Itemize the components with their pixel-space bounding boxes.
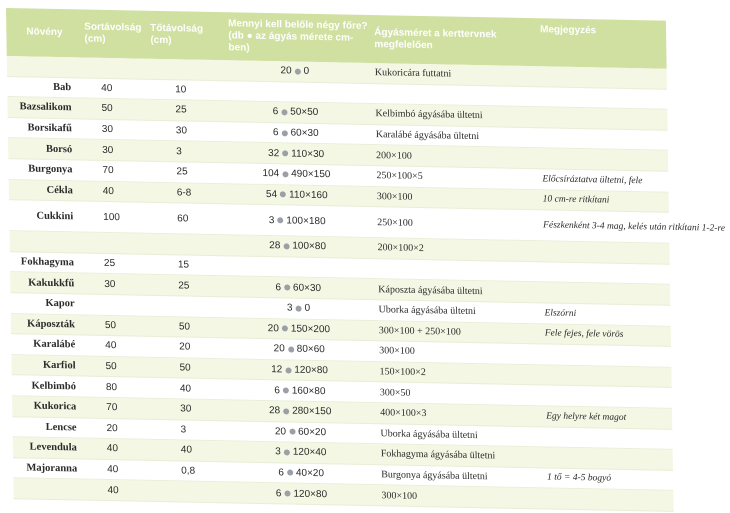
plant-spacing: 10 <box>175 84 187 96</box>
quantity-cell <box>226 122 366 144</box>
plant-spacing: 50 <box>178 321 191 333</box>
row-spacing: 40 <box>107 484 119 496</box>
plant-name <box>10 231 80 252</box>
quantity-bed-size: 0 <box>303 66 310 78</box>
bed-size: Kelbimbó ágyásába ültetni <box>375 108 483 122</box>
quantity-bed-size: 100×180 <box>286 215 326 227</box>
note: Fele fejes, fele vörös <box>544 328 624 341</box>
bed-size: Uborka ágyásába ültetni <box>380 428 478 441</box>
quantity-bed-size: 280×150 <box>292 405 332 418</box>
quantity-cell <box>229 338 369 360</box>
plant-name: Levendula <box>29 441 77 454</box>
plant-spacing: 30 <box>175 125 188 137</box>
quantity-cell <box>226 143 366 165</box>
bed-size: 200×100 <box>376 149 412 162</box>
header-quantity: Mennyi kell belőle négy főre? (db ● az ágyás mérete cm-ben) <box>228 18 368 54</box>
bullet-dot-icon <box>296 305 302 311</box>
plant-spacing <box>145 59 225 80</box>
quantity-cell <box>230 380 370 402</box>
quantity-bed-size: 110×30 <box>291 148 325 160</box>
quantity-cell <box>228 256 368 278</box>
quantity-bed-size: 100×80 <box>292 240 327 253</box>
bullet-dot-icon <box>282 151 288 157</box>
plant-name: Borsó <box>45 143 73 155</box>
quantity-bed-size: 60×30 <box>292 282 322 294</box>
quantity-cell <box>227 184 367 206</box>
plant-spacing: 50 <box>179 362 191 374</box>
header-plant-spacing: Tőtávolság (cm) <box>150 22 204 47</box>
row-spacing: 40 <box>107 464 119 476</box>
quantity-bed-size: 60×20 <box>297 426 327 439</box>
bullet-dot-icon <box>284 491 290 497</box>
quantity-cell <box>229 359 369 381</box>
plant-name: Káposzták <box>27 318 76 331</box>
plant-spacing: 40 <box>180 444 193 457</box>
bed-size: Káposzta ágyásába ültetni <box>378 283 483 297</box>
header-plant: Növény <box>26 26 63 39</box>
bullet-dot-icon <box>285 367 291 373</box>
plant-spacing: 15 <box>177 259 190 271</box>
bed-size: Burgonya ágyásába ültetni <box>381 469 488 483</box>
quantity-count: 6 <box>275 281 282 293</box>
bullet-dot-icon <box>283 408 289 414</box>
quantity-bed-size: 80×60 <box>296 344 325 356</box>
plant-name: Borsikafű <box>27 122 72 135</box>
quantity-cell <box>227 204 367 237</box>
bed-size: Karalábé ágyásába ültetni <box>375 129 480 143</box>
row-spacing <box>83 233 147 254</box>
plant-spacing: 40 <box>179 383 192 395</box>
quantity-cell <box>225 60 365 82</box>
plant-name: Lencse <box>45 421 77 434</box>
plant-name: Cékla <box>46 184 73 197</box>
note <box>535 107 675 129</box>
plant-name <box>7 56 77 77</box>
quantity-cell <box>225 81 365 103</box>
quantity-count: 6 <box>275 487 282 499</box>
note <box>541 489 681 511</box>
bed-size: 300×100 <box>379 345 415 358</box>
bullet-dot-icon <box>283 387 289 393</box>
bullet-dot-icon <box>277 217 283 223</box>
bed-size: Fokhagyma ágyásába ültetni <box>380 448 496 462</box>
bullet-dot-icon <box>280 192 286 198</box>
quantity-cell <box>229 318 369 340</box>
bed-size: 300×50 <box>379 386 411 399</box>
plant-spacing: 6-8 <box>176 187 192 199</box>
row-spacing: 20 <box>106 422 118 435</box>
plant-name: Bazsalikom <box>19 101 72 114</box>
bed-size: 150×100×2 <box>379 366 426 379</box>
row-spacing: 50 <box>104 319 117 332</box>
plant-spacing: 25 <box>175 104 187 116</box>
plant-spacing: 60 <box>177 212 189 225</box>
quantity-count: 54 <box>265 188 278 201</box>
quantity-cell <box>228 297 368 319</box>
bullet-dot-icon <box>289 429 295 435</box>
bullet-dot-icon <box>284 285 290 291</box>
row-spacing <box>81 57 145 78</box>
quantity-bed-size: 60×30 <box>290 127 319 140</box>
row-spacing: 40 <box>101 82 113 94</box>
bed-size <box>372 259 534 282</box>
quantity-count: 104 <box>262 168 280 180</box>
plant-name: Majoranna <box>26 462 78 475</box>
note <box>541 447 681 469</box>
header-note: Megjegyzés <box>539 24 597 37</box>
bed-size: 300×100 + 250×100 <box>378 325 461 338</box>
quantity-bed-size: 490×150 <box>291 168 331 181</box>
bed-size <box>369 84 531 107</box>
note <box>536 128 676 150</box>
plant-spacing: 25 <box>176 166 188 178</box>
plant-name: Kakukkfű <box>28 277 75 290</box>
note <box>538 262 678 284</box>
quantity-bed-size: 120×80 <box>293 488 328 500</box>
bullet-dot-icon <box>282 130 288 136</box>
note <box>539 344 679 366</box>
row-spacing: 30 <box>104 278 116 290</box>
quantity-cell <box>230 400 370 422</box>
plant-spacing: 30 <box>180 403 192 415</box>
quantity-bed-size: 110×160 <box>289 189 328 202</box>
quantity-count: 28 <box>268 405 281 417</box>
bed-size: 250×100 <box>377 216 413 229</box>
note: Elszórni <box>544 308 577 319</box>
bullet-dot-icon <box>295 68 301 74</box>
plant-spacing: 3 <box>176 145 182 158</box>
quantity-count: 6 <box>274 384 280 396</box>
plant-name: Fokhagyma <box>20 256 75 269</box>
bed-size: Uborka ágyásába ültetni <box>378 304 476 318</box>
note <box>536 149 676 171</box>
plant-spacing <box>147 234 227 255</box>
quantity-count: 20 <box>267 322 279 335</box>
note <box>540 427 680 449</box>
row-spacing: 70 <box>102 165 114 177</box>
quantity-cell <box>231 441 371 463</box>
row-spacing: 50 <box>105 360 117 373</box>
note <box>540 386 680 408</box>
quantity-cell <box>230 421 370 443</box>
note: 10 cm-re ritkítani <box>542 194 610 206</box>
row-spacing: 70 <box>106 402 118 414</box>
row-spacing: 30 <box>102 144 114 156</box>
quantity-count: 3 <box>286 302 293 314</box>
header-row-spacing: Sortávolság (cm) <box>84 21 142 45</box>
bed-size: 200×100×2 <box>377 242 424 255</box>
bullet-dot-icon <box>282 326 288 332</box>
quantity-count: 20 <box>280 65 292 77</box>
bullet-dot-icon <box>288 346 294 352</box>
plant-name: Kukorica <box>33 400 77 413</box>
note <box>535 87 675 109</box>
quantity-count: 3 <box>275 446 281 458</box>
quantity-bed-size: 150×200 <box>290 323 331 336</box>
quantity-count: 6 <box>272 127 279 139</box>
row-spacing <box>84 294 148 315</box>
bullet-dot-icon <box>283 243 289 249</box>
quantity-count: 12 <box>271 364 283 376</box>
plant-spacing: 20 <box>179 341 191 354</box>
quantity-count: 3 <box>268 214 275 226</box>
quantity-cell <box>231 483 371 505</box>
quantity-bed-size: 120×40 <box>292 446 327 459</box>
bed-size: 400×100×3 <box>380 407 427 420</box>
plant-name: Karfiol <box>42 359 76 372</box>
bed-size: 300×100 <box>376 191 413 203</box>
plant-name: Bab <box>53 81 72 94</box>
plant-spacing: 0,8 <box>181 465 196 477</box>
row-spacing: 100 <box>103 211 121 223</box>
row-spacing: 50 <box>101 103 113 115</box>
quantity-bed-size: 40×20 <box>295 467 325 480</box>
note: 1 tő = 4-5 bogyó <box>547 472 612 485</box>
quantity-count: 6 <box>272 106 279 118</box>
plant-name: Kelbimbó <box>31 380 77 393</box>
plant-spacing <box>148 296 228 317</box>
quantity-cell <box>228 277 368 299</box>
row-spacing: 30 <box>101 123 114 136</box>
bed-size: Kukoricára futtatni <box>374 67 452 80</box>
quantity-cell <box>226 163 366 185</box>
row-spacing: 80 <box>105 381 118 393</box>
note <box>535 66 675 88</box>
note: Előcsíráztatva ültetni, fele <box>542 174 643 187</box>
note <box>537 241 677 263</box>
plant-spacing: 3 <box>180 424 187 436</box>
plant-name: Cukkini <box>36 210 74 222</box>
plant-name: Kapor <box>45 298 75 310</box>
note: Fészkenként 3-4 mag, kelés után ritkítani 1-2-re <box>543 220 726 235</box>
bed-size: 300×100 <box>381 489 418 502</box>
quantity-bed-size: 50×50 <box>290 106 319 119</box>
note <box>538 283 678 305</box>
quantity-cell <box>225 101 365 123</box>
bullet-dot-icon <box>282 171 288 177</box>
plant-spacing: 25 <box>178 279 190 292</box>
plant-name <box>13 479 83 500</box>
bullet-dot-icon <box>284 449 290 455</box>
row-spacing: 25 <box>103 257 116 270</box>
row-spacing: 40 <box>102 185 115 197</box>
quantity-count: 6 <box>278 467 284 479</box>
bed-size: 250×100×5 <box>376 170 423 183</box>
quantity-count: 20 <box>274 426 287 438</box>
table-body <box>7 56 726 512</box>
quantity-count: 32 <box>268 147 280 159</box>
plant-name: Burgonya <box>28 163 73 176</box>
quantity-count: 20 <box>273 343 285 355</box>
quantity-cell <box>231 462 371 484</box>
quantity-count: 28 <box>269 240 281 252</box>
row-spacing: 40 <box>105 340 117 352</box>
quantity-bed-size: 0 <box>304 303 311 315</box>
note: Egy helyre két magot <box>546 411 627 423</box>
quantity-bed-size: 120×80 <box>294 364 329 377</box>
quantity-cell <box>227 235 367 257</box>
note <box>539 365 679 387</box>
bullet-dot-icon <box>281 109 287 115</box>
plant-spacing <box>151 481 231 502</box>
header-bed-size: Ágyásméret a kerttervnek megfelelően <box>374 27 497 52</box>
planting-table <box>6 8 726 512</box>
row-spacing: 40 <box>106 443 119 455</box>
bullet-dot-icon <box>287 470 293 476</box>
plant-name: Karalábé <box>33 339 76 351</box>
quantity-bed-size: 160×80 <box>291 385 326 397</box>
